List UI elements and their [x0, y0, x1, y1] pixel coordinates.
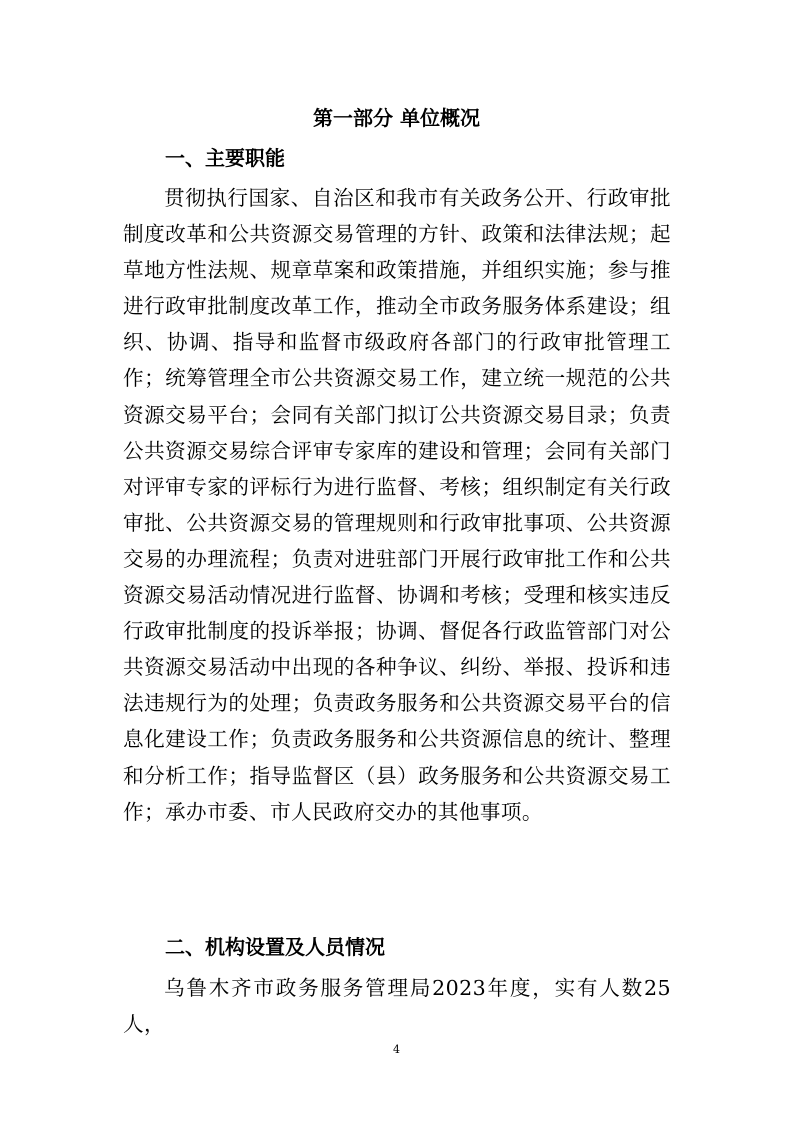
section-heading-organization: 二、机构设置及人员情况	[165, 935, 385, 959]
section-paragraph-main-functions: 贯彻执行国家、自治区和我市有关政务公开、行政审批制度改革和公共资源交易管理的方针、政策和法律法规；起草地方性法规、规章草案和政策措施，并组织实施；参与推进行政审批制度改革工作，推动全市政务服务体系建设；组织、协调、指导和监督市级政府各部门的行政审批管理工作；统筹管理全市公共资源交易工作，建立统一规范的公共资源交易平台；会同有关部门拟订公共资源交易目录；负责公共资源交易综合评审专家库的建设和管理；会同有关部门对评审专家的评标行为进行监督、考核；组织制定有关行政审批、公共资源交易的管理规则和行政审批事项、公共资源交易的办理流程；负责对进驻部门开展行政审批工作和公共资源交易活动情况进行监督、协调和考核；受理和核实违反行政审批制度的投诉举报；协调、督促各行政监管部门对公共资源交易活动中出现的各种争议、纠纷、举报、投诉和违法违规行为的处理；负责政务服务和公共资源交易平台的信息化建设工作；负责政务服务和公共资源信息的统计、整理和分析工作；指导监督区（县）政务服务和公共资源交易工作；承办市委、市人民政府交办的其他事项。	[123, 186, 671, 824]
section-paragraph-organization: 乌鲁木齐市政务服务管理局2023年度，实有人数25人，	[123, 976, 671, 1037]
page-number: 4	[393, 1043, 400, 1056]
page-title: 第一部分 单位概况	[313, 106, 480, 130]
section-heading-main-functions: 一、主要职能	[165, 146, 285, 170]
